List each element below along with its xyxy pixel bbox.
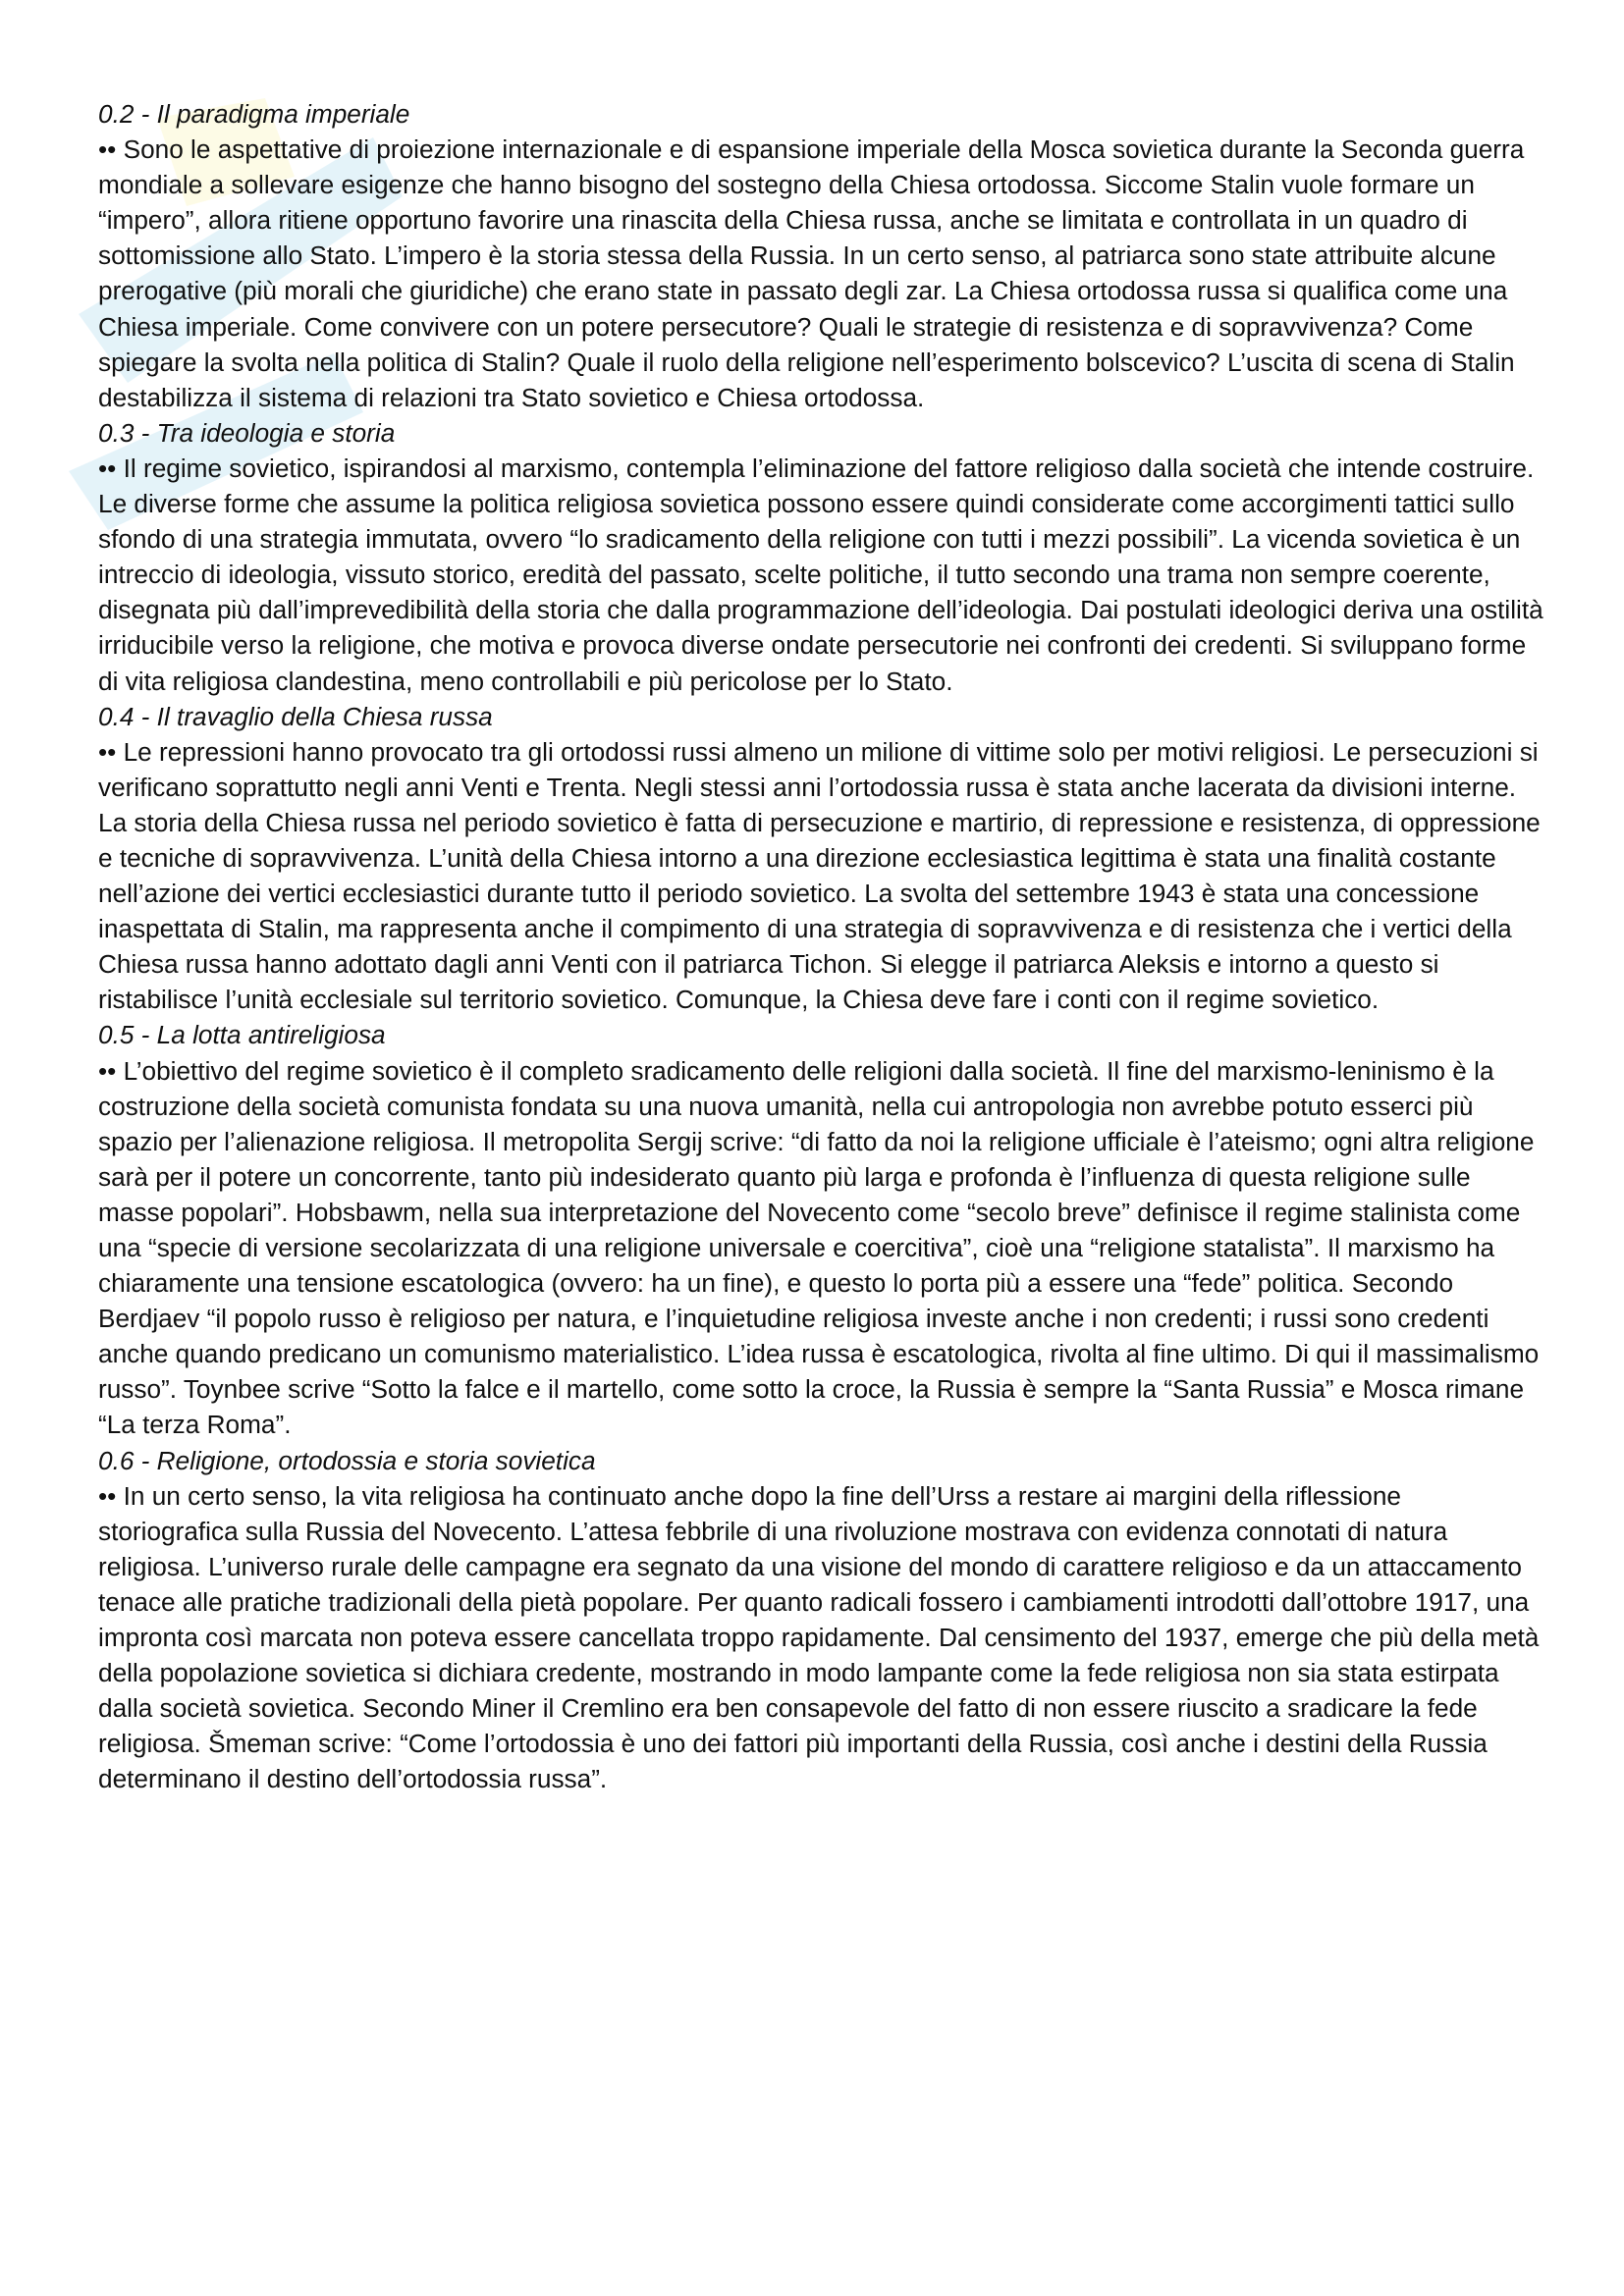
section-title: 0.5 - La lotta antireligiosa <box>98 1020 386 1050</box>
document-page <box>98 96 1543 1797</box>
section-title: 0.6 - Religione, ortodossia e storia sovietica <box>98 1445 596 1475</box>
section-title: 0.3 - Tra ideologia e storia <box>98 417 396 448</box>
section-0-5 <box>98 1017 1543 1442</box>
section-0-3 <box>98 415 1543 699</box>
section-body: •• Sono le aspettative di proiezione internazionale e di espansione imperiale della Mosca sovietica durante la Seconda guerra mondiale a sollevare esigenze che hanno bisogno del sostegno della Chiesa ortodossa. Siccome Stalin vuole formare un “impero”, allora ritiene opportuno favorire una rinascita della Chiesa russa, anche se limitata e controllata in un quadro di sottomissione allo Stato. L’impero è la storia stessa della Russia. In un certo senso, al patriarca sono state attribuite alcune prerogative (più morali che giuridiche) che erano state in passato degli zar. La Chiesa ortodossa russa si qualifica come una Chiesa imperiale. Come convivere con un potere persecutore? Quali le strategie di resistenza e di sopravvivenza? Come spiegare la svolta nella politica di Stalin? Quale il ruolo della religione nell’esperimento bolscevico? L’uscita di scena di Stalin destabilizza il sistema di relazioni tra Stato sovietico e Chiesa ortodossa. <box>98 134 1525 412</box>
section-body: •• L’obiettivo del regime sovietico è il completo sradicamento delle religioni dalla società. Il fine del marxismo-leninismo è la costruzione della società comunista fondata su una nuova umanità, nella cui antropologia non avrebbe potuto esserci più spazio per l’alienazione religiosa. Il metropolita Sergij scrive: “di fatto da noi la religione ufficiale è l’ateismo; ogni altra religione sarà per il potere un concorrente, tanto più indesiderato quanto più larga e profonda è l’influenza di questa religione sulle masse popolari”. Hobsbawm, nella sua interpretazione del Novecento come “secolo breve” definisce il regime stalinista come una “specie di versione secolarizzata di una religione universale e coercitiva”, cioè una “religione statalista”. Il marxismo ha chiaramente una tensione escatologica (ovvero: ha un fine), e questo lo porta più a essere una “fede” politica. Secondo Berdjaev “il popolo russo è religioso per natura, e l’inquietudine religiosa investe anche i non credenti; i russi sono credenti anche quando predicano un comunismo materialistico. L’idea russa è escatologica, rivolta al fine ultimo. Di qui il massimalismo russo”. Toynbee scrive “Sotto la falce e il martello, come sotto la croce, la Russia è sempre la “Santa Russia” e Mosca rimane “La terza Roma”. <box>98 1055 1540 1440</box>
section-body: •• Il regime sovietico, ispirandosi al marxismo, contempla l’eliminazione del fattore religioso dalla società che intende costruire. Le diverse forme che assume la politica religiosa sovietica possono essere quindi considerate come accorgimenti tattici sullo sfondo di una strategia immutata, ovvero “lo sradicamento della religione con tutti i mezzi possibili”. La vicenda sovietica è un intreccio di ideologia, vissuto storico, eredità del passato, scelte politiche, il tutto secondo una trama non sempre coerente, disegnata più dall’imprevedibilità della storia che dalla programmazione dell’ideologia. Dai postulati ideologici deriva una ostilità irriducibile verso la religione, che motiva e provoca diverse ondate persecutorie nei confronti dei credenti. Si sviluppano forme di vita religiosa clandestina, meno controllabili e più pericolose per lo Stato. <box>98 453 1543 696</box>
section-0-2 <box>98 96 1543 415</box>
section-title: 0.2 - Il paradigma imperiale <box>98 99 410 129</box>
section-0-4 <box>98 699 1543 1018</box>
section-0-6 <box>98 1443 1543 1797</box>
section-body: •• In un certo senso, la vita religiosa ha continuato anche dopo la fine dell’Urss a restare ai margini della riflessione storiografica sulla Russia del Novecento. L’attesa febbrile di una rivoluzione mostrava con evidenza connotati di natura religiosa. L’universo rurale delle campagne era segnato da una visione del mondo di carattere religioso e da un attaccamento tenace alle pratiche tradizionali della pietà popolare. Per quanto radicali fossero i cambiamenti introdotti dall’ottobre 1917, una impronta così marcata non poteva essere cancellata troppo rapidamente. Dal censimento del 1937, emerge che più della metà della popolazione sovietica si dichiara credente, mostrando in modo lampante come la fede religiosa non sia stata estirpata dalla società sovietica. Secondo Miner il Cremlino era ben consapevole del fatto di non essere riuscito a sradicare la fede religiosa. Šmeman scrive: “Come l’ortodossia è uno dei fattori più importanti della Russia, così anche i destini della Russia determinano il destino dell’ortodossia russa”. <box>98 1480 1540 1794</box>
section-title: 0.4 - Il travaglio della Chiesa russa <box>98 701 493 731</box>
section-body: •• Le repressioni hanno provocato tra gli ortodossi russi almeno un milione di vittime solo per motivi religiosi. Le persecuzioni si verificano soprattutto negli anni Venti e Trenta. Negli stessi anni l’ortodossia russa è stata anche lacerata da divisioni interne. La storia della Chiesa russa nel periodo sovietico è fatta di persecuzione e martirio, di repressione e resistenza, di oppressione e tecniche di sopravvivenza. L’unità della Chiesa intorno a una direzione ecclesiastica legittima è stata una finalità costante nell’azione dei vertici ecclesiastici durante tutto il periodo sovietico. La svolta del settembre 1943 è stata una concessione inaspettata di Stalin, ma rappresenta anche il compimento di una strategia di sopravvivenza e di resistenza che i vertici della Chiesa russa hanno adottato dagli anni Venti con il patriarca Tichon. Si elegge il patriarca Aleksis e intorno a questo si ristabilisce l’unità ecclesiale sul territorio sovietico. Comunque, la Chiesa deve fare i conti con il regime sovietico. <box>98 736 1541 1015</box>
